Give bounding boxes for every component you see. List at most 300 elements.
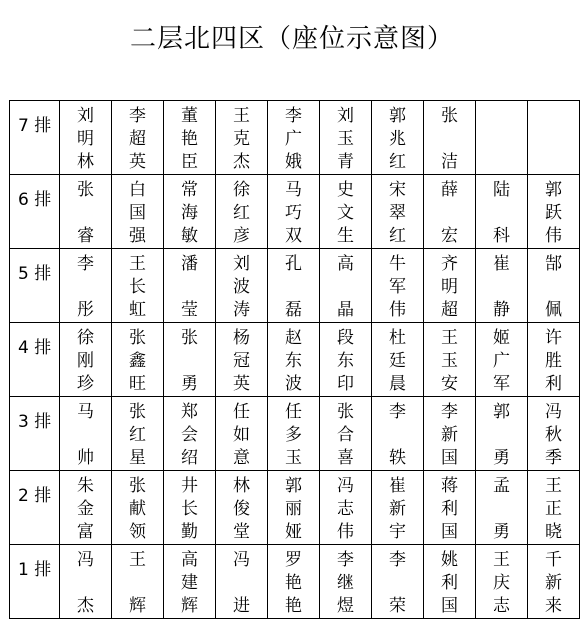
seat-cell bbox=[60, 471, 112, 545]
seat-cell bbox=[320, 323, 372, 397]
name-character: 文 bbox=[337, 203, 354, 223]
seat-cell bbox=[320, 249, 372, 323]
name-character: 董 bbox=[181, 106, 198, 126]
seat-name bbox=[60, 249, 111, 322]
name-character: 英 bbox=[233, 374, 250, 394]
seat-cell bbox=[112, 249, 164, 323]
name-character: 杨 bbox=[233, 328, 250, 348]
seat-name bbox=[528, 471, 579, 544]
seat-name bbox=[112, 101, 163, 174]
seat-cell bbox=[424, 397, 476, 471]
name-character: 刘 bbox=[337, 106, 354, 126]
seat-cell bbox=[424, 545, 476, 619]
seat-name bbox=[164, 101, 215, 174]
seat-name bbox=[424, 101, 475, 174]
seat-cell bbox=[164, 249, 216, 323]
seat-row bbox=[10, 471, 580, 545]
name-character: 陆 bbox=[493, 180, 510, 200]
seat-cell bbox=[268, 101, 320, 175]
name-character: 伟 bbox=[545, 226, 562, 246]
seat-cell bbox=[268, 323, 320, 397]
name-character: 军 bbox=[493, 374, 510, 394]
seat-cell bbox=[60, 101, 112, 175]
seat-cell bbox=[528, 397, 580, 471]
name-character: 波 bbox=[285, 374, 302, 394]
name-character: 王 bbox=[129, 254, 146, 274]
name-character: 如 bbox=[233, 425, 250, 445]
seat-cell bbox=[320, 545, 372, 619]
name-character: 强 bbox=[129, 226, 146, 246]
name-character: 郭 bbox=[285, 476, 302, 496]
name-character: 静 bbox=[493, 300, 510, 320]
name-character: 伟 bbox=[337, 522, 354, 542]
seat-cell bbox=[268, 471, 320, 545]
seat-name bbox=[372, 323, 423, 396]
name-character: 娅 bbox=[285, 522, 302, 542]
name-character: 宇 bbox=[389, 522, 406, 542]
seat-cell bbox=[424, 471, 476, 545]
name-character: 来 bbox=[545, 596, 562, 616]
seat-cell bbox=[268, 175, 320, 249]
row-label: 1 排 bbox=[10, 545, 60, 619]
seat-name bbox=[268, 323, 319, 396]
name-character: 多 bbox=[285, 425, 302, 445]
seat-cell bbox=[372, 249, 424, 323]
seat-cell bbox=[476, 545, 528, 619]
name-character: 艳 bbox=[285, 573, 302, 593]
name-character: 彤 bbox=[77, 300, 94, 320]
seat-cell bbox=[268, 249, 320, 323]
seat-cell bbox=[424, 101, 476, 175]
name-character: 旺 bbox=[129, 374, 146, 394]
name-character: 潘 bbox=[181, 254, 198, 274]
seat-name bbox=[112, 397, 163, 470]
seat-name bbox=[528, 397, 579, 470]
name-character: 超 bbox=[129, 129, 146, 149]
name-character: 献 bbox=[129, 499, 146, 519]
name-character: 张 bbox=[77, 180, 94, 200]
seat-cell bbox=[268, 397, 320, 471]
name-character: 李 bbox=[77, 254, 94, 274]
seat-cell bbox=[164, 397, 216, 471]
seat-cell bbox=[372, 175, 424, 249]
seat-cell bbox=[476, 471, 528, 545]
seat-cell bbox=[60, 323, 112, 397]
seat-cell bbox=[216, 175, 268, 249]
seat-name bbox=[320, 101, 371, 174]
seat-cell bbox=[216, 323, 268, 397]
name-character: 李 bbox=[441, 402, 458, 422]
name-character: 辉 bbox=[181, 596, 198, 616]
name-character: 跃 bbox=[545, 203, 562, 223]
name-character: 国 bbox=[441, 596, 458, 616]
seat-name bbox=[476, 397, 527, 470]
name-character: 广 bbox=[285, 129, 302, 149]
name-character: 丽 bbox=[285, 499, 302, 519]
name-character: 李 bbox=[337, 550, 354, 570]
name-character: 郭 bbox=[545, 180, 562, 200]
name-character: 涛 bbox=[233, 300, 250, 320]
name-character: 郑 bbox=[181, 402, 198, 422]
name-character: 英 bbox=[129, 152, 146, 172]
seat-name bbox=[528, 175, 579, 248]
name-character: 兆 bbox=[389, 129, 406, 149]
name-character: 娥 bbox=[285, 152, 302, 172]
seating-table bbox=[9, 100, 580, 619]
seat-row bbox=[10, 323, 580, 397]
name-character: 杰 bbox=[77, 596, 94, 616]
name-character: 金 bbox=[77, 499, 94, 519]
name-character: 长 bbox=[181, 499, 198, 519]
name-character: 段 bbox=[337, 328, 354, 348]
name-character: 宋 bbox=[389, 180, 406, 200]
name-character: 张 bbox=[337, 402, 354, 422]
seat-name bbox=[476, 249, 527, 322]
name-character: 李 bbox=[389, 550, 406, 570]
name-character: 许 bbox=[545, 328, 562, 348]
name-character: 志 bbox=[493, 596, 510, 616]
seat-cell bbox=[476, 397, 528, 471]
seat-row bbox=[10, 101, 580, 175]
name-character: 任 bbox=[285, 402, 302, 422]
name-character: 轶 bbox=[389, 448, 406, 468]
seat-cell bbox=[528, 545, 580, 619]
seat-name bbox=[60, 323, 111, 396]
name-character: 冯 bbox=[545, 402, 562, 422]
seat-name bbox=[424, 397, 475, 470]
row-label: 6 排 bbox=[10, 175, 60, 249]
seat-name bbox=[216, 397, 267, 470]
seat-name bbox=[268, 471, 319, 544]
seat-cell bbox=[320, 101, 372, 175]
name-character: 利 bbox=[545, 374, 562, 394]
name-character: 刘 bbox=[233, 254, 250, 274]
name-character: 超 bbox=[441, 300, 458, 320]
name-character: 利 bbox=[441, 499, 458, 519]
name-character: 杜 bbox=[389, 328, 406, 348]
name-character: 彦 bbox=[233, 226, 250, 246]
name-character: 军 bbox=[389, 277, 406, 297]
seat-name bbox=[372, 397, 423, 470]
name-character: 刘 bbox=[77, 106, 94, 126]
seat-name bbox=[320, 397, 371, 470]
name-character: 俊 bbox=[233, 499, 250, 519]
name-character: 孔 bbox=[285, 254, 302, 274]
seat-row bbox=[10, 545, 580, 619]
name-character: 姬 bbox=[493, 328, 510, 348]
name-character: 井 bbox=[181, 476, 198, 496]
name-character: 勇 bbox=[493, 448, 510, 468]
name-character: 秋 bbox=[545, 425, 562, 445]
seat-name bbox=[372, 249, 423, 322]
name-character: 李 bbox=[129, 106, 146, 126]
seat-name bbox=[216, 101, 267, 174]
seat-cell bbox=[476, 175, 528, 249]
name-character: 志 bbox=[337, 499, 354, 519]
name-character: 磊 bbox=[285, 300, 302, 320]
name-character: 巧 bbox=[285, 203, 302, 223]
name-character: 王 bbox=[129, 550, 146, 570]
name-character: 李 bbox=[389, 402, 406, 422]
name-character: 国 bbox=[441, 448, 458, 468]
name-character: 杰 bbox=[233, 152, 250, 172]
name-character: 庆 bbox=[493, 573, 510, 593]
name-character: 波 bbox=[233, 277, 250, 297]
seat-name bbox=[60, 471, 111, 544]
seat-cell bbox=[528, 175, 580, 249]
name-character: 莹 bbox=[181, 300, 198, 320]
name-character: 红 bbox=[129, 425, 146, 445]
name-character: 晓 bbox=[545, 522, 562, 542]
seat-cell bbox=[476, 249, 528, 323]
seat-cell bbox=[268, 545, 320, 619]
name-character: 崔 bbox=[389, 476, 406, 496]
name-character: 王 bbox=[233, 106, 250, 126]
name-character: 张 bbox=[129, 328, 146, 348]
seat-cell bbox=[112, 101, 164, 175]
seat-name bbox=[528, 249, 579, 322]
seat-name bbox=[268, 397, 319, 470]
seat-cell bbox=[60, 397, 112, 471]
row-label: 2 排 bbox=[10, 471, 60, 545]
name-character: 罗 bbox=[285, 550, 302, 570]
name-character: 合 bbox=[337, 425, 354, 445]
name-character: 徐 bbox=[77, 328, 94, 348]
seat-name bbox=[164, 397, 215, 470]
seat-cell bbox=[112, 175, 164, 249]
name-character: 睿 bbox=[77, 226, 94, 246]
seat-cell bbox=[372, 397, 424, 471]
seat-cell bbox=[372, 323, 424, 397]
name-character: 宏 bbox=[441, 226, 458, 246]
name-character: 史 bbox=[337, 180, 354, 200]
seat-name bbox=[268, 101, 319, 174]
name-character: 朱 bbox=[77, 476, 94, 496]
seat-cell bbox=[112, 397, 164, 471]
name-character: 辉 bbox=[129, 596, 146, 616]
name-character: 张 bbox=[441, 106, 458, 126]
name-character: 继 bbox=[337, 573, 354, 593]
seat-cell bbox=[112, 471, 164, 545]
name-character: 克 bbox=[233, 129, 250, 149]
seat-name bbox=[372, 471, 423, 544]
name-character: 季 bbox=[545, 448, 562, 468]
name-character: 徐 bbox=[233, 180, 250, 200]
name-character: 明 bbox=[77, 129, 94, 149]
name-character: 冯 bbox=[233, 550, 250, 570]
name-character: 姚 bbox=[441, 550, 458, 570]
name-character: 伟 bbox=[389, 300, 406, 320]
name-character: 虹 bbox=[129, 300, 146, 320]
name-character: 双 bbox=[285, 226, 302, 246]
seat-name bbox=[60, 101, 111, 174]
seat-name bbox=[112, 471, 163, 544]
name-character: 任 bbox=[233, 402, 250, 422]
name-character: 马 bbox=[285, 180, 302, 200]
seat-name bbox=[216, 323, 267, 396]
name-character: 红 bbox=[389, 152, 406, 172]
name-character: 孟 bbox=[493, 476, 510, 496]
seat-name bbox=[372, 101, 423, 174]
name-character: 帅 bbox=[77, 448, 94, 468]
seat-cell bbox=[320, 175, 372, 249]
name-character: 正 bbox=[545, 499, 562, 519]
name-character: 青 bbox=[337, 152, 354, 172]
seat-name bbox=[164, 545, 215, 618]
seat-cell bbox=[216, 471, 268, 545]
seat-name bbox=[268, 249, 319, 322]
name-character: 海 bbox=[181, 203, 198, 223]
seat-cell bbox=[320, 471, 372, 545]
name-character: 高 bbox=[181, 550, 198, 570]
seat-name bbox=[372, 545, 423, 618]
name-character: 佩 bbox=[545, 300, 562, 320]
seat-cell bbox=[476, 101, 528, 175]
row-label: 5 排 bbox=[10, 249, 60, 323]
name-character: 王 bbox=[545, 476, 562, 496]
seat-name bbox=[320, 175, 371, 248]
name-character: 常 bbox=[181, 180, 198, 200]
name-character: 玉 bbox=[337, 129, 354, 149]
page-title: 二层北四区（座位示意图） bbox=[129, 24, 454, 54]
name-character: 冯 bbox=[337, 476, 354, 496]
name-character: 珍 bbox=[77, 374, 94, 394]
seat-name bbox=[112, 545, 163, 618]
seat-name bbox=[268, 545, 319, 618]
name-character: 意 bbox=[233, 448, 250, 468]
seat-name bbox=[424, 545, 475, 618]
name-character: 玉 bbox=[441, 351, 458, 371]
seat-cell bbox=[216, 545, 268, 619]
seat-name bbox=[476, 471, 527, 544]
name-character: 红 bbox=[233, 203, 250, 223]
seat-name bbox=[424, 323, 475, 396]
seat-cell bbox=[60, 545, 112, 619]
name-character: 薛 bbox=[441, 180, 458, 200]
name-character: 李 bbox=[285, 106, 302, 126]
name-character: 煜 bbox=[337, 596, 354, 616]
name-character: 洁 bbox=[441, 152, 458, 172]
seat-name bbox=[164, 471, 215, 544]
seat-name bbox=[268, 175, 319, 248]
seat-name bbox=[216, 545, 267, 618]
name-character: 冠 bbox=[233, 351, 250, 371]
seat-cell bbox=[424, 175, 476, 249]
seat-row bbox=[10, 249, 580, 323]
seat-name bbox=[320, 471, 371, 544]
seat-name bbox=[216, 471, 267, 544]
seat-name bbox=[424, 249, 475, 322]
name-character: 红 bbox=[389, 226, 406, 246]
name-character: 东 bbox=[285, 351, 302, 371]
seat-name bbox=[424, 175, 475, 248]
seat-cell bbox=[112, 323, 164, 397]
name-character: 新 bbox=[441, 425, 458, 445]
seat-name bbox=[60, 175, 111, 248]
seat-cell bbox=[528, 323, 580, 397]
name-character: 国 bbox=[441, 522, 458, 542]
name-character: 印 bbox=[337, 374, 354, 394]
row-label: 4 排 bbox=[10, 323, 60, 397]
name-character: 林 bbox=[77, 152, 94, 172]
name-character: 白 bbox=[129, 180, 146, 200]
seat-name bbox=[164, 323, 215, 396]
name-character: 翠 bbox=[389, 203, 406, 223]
seat-cell bbox=[528, 249, 580, 323]
name-character: 星 bbox=[129, 448, 146, 468]
seat-name bbox=[476, 545, 527, 618]
seat-cell bbox=[424, 249, 476, 323]
name-character: 长 bbox=[129, 277, 146, 297]
name-character: 明 bbox=[441, 277, 458, 297]
name-character: 会 bbox=[181, 425, 198, 445]
seat-name bbox=[320, 323, 371, 396]
name-character: 王 bbox=[493, 550, 510, 570]
name-character: 鑫 bbox=[129, 351, 146, 371]
name-character: 晨 bbox=[389, 374, 406, 394]
name-character: 牛 bbox=[389, 254, 406, 274]
seat-name bbox=[476, 323, 527, 396]
name-character: 新 bbox=[389, 499, 406, 519]
seat-name bbox=[216, 249, 267, 322]
seat-cell bbox=[60, 175, 112, 249]
seat-name bbox=[60, 545, 111, 618]
name-character: 蒋 bbox=[441, 476, 458, 496]
seat-name bbox=[112, 249, 163, 322]
name-character: 王 bbox=[441, 328, 458, 348]
name-character: 张 bbox=[181, 328, 198, 348]
seat-cell bbox=[164, 323, 216, 397]
name-character: 张 bbox=[129, 476, 146, 496]
seat-name bbox=[528, 323, 579, 396]
name-character: 郭 bbox=[493, 402, 510, 422]
name-character: 艳 bbox=[285, 596, 302, 616]
name-character: 国 bbox=[129, 203, 146, 223]
name-character: 绍 bbox=[181, 448, 198, 468]
name-character: 东 bbox=[337, 351, 354, 371]
name-character: 马 bbox=[77, 402, 94, 422]
name-character: 喜 bbox=[337, 448, 354, 468]
row-label: 7 排 bbox=[10, 101, 60, 175]
seat-name bbox=[528, 545, 579, 618]
name-character: 利 bbox=[441, 573, 458, 593]
name-character: 郜 bbox=[545, 254, 562, 274]
name-character: 生 bbox=[337, 226, 354, 246]
seat-name bbox=[320, 249, 371, 322]
name-character: 齐 bbox=[441, 254, 458, 274]
name-character: 玉 bbox=[285, 448, 302, 468]
seat-cell bbox=[164, 545, 216, 619]
seat-name bbox=[112, 323, 163, 396]
seat-cell bbox=[216, 101, 268, 175]
seat-cell bbox=[216, 397, 268, 471]
name-character: 领 bbox=[129, 522, 146, 542]
seat-cell bbox=[476, 323, 528, 397]
seat-row bbox=[10, 175, 580, 249]
seat-name bbox=[372, 175, 423, 248]
seat-cell bbox=[424, 323, 476, 397]
seat-name bbox=[320, 545, 371, 618]
name-character: 敏 bbox=[181, 226, 198, 246]
name-character: 张 bbox=[129, 402, 146, 422]
name-character: 建 bbox=[181, 573, 198, 593]
name-character: 刚 bbox=[77, 351, 94, 371]
seat-cell bbox=[216, 249, 268, 323]
seat-name bbox=[476, 175, 527, 248]
seat-cell bbox=[372, 471, 424, 545]
name-character: 艳 bbox=[181, 129, 198, 149]
name-character: 荣 bbox=[389, 596, 406, 616]
